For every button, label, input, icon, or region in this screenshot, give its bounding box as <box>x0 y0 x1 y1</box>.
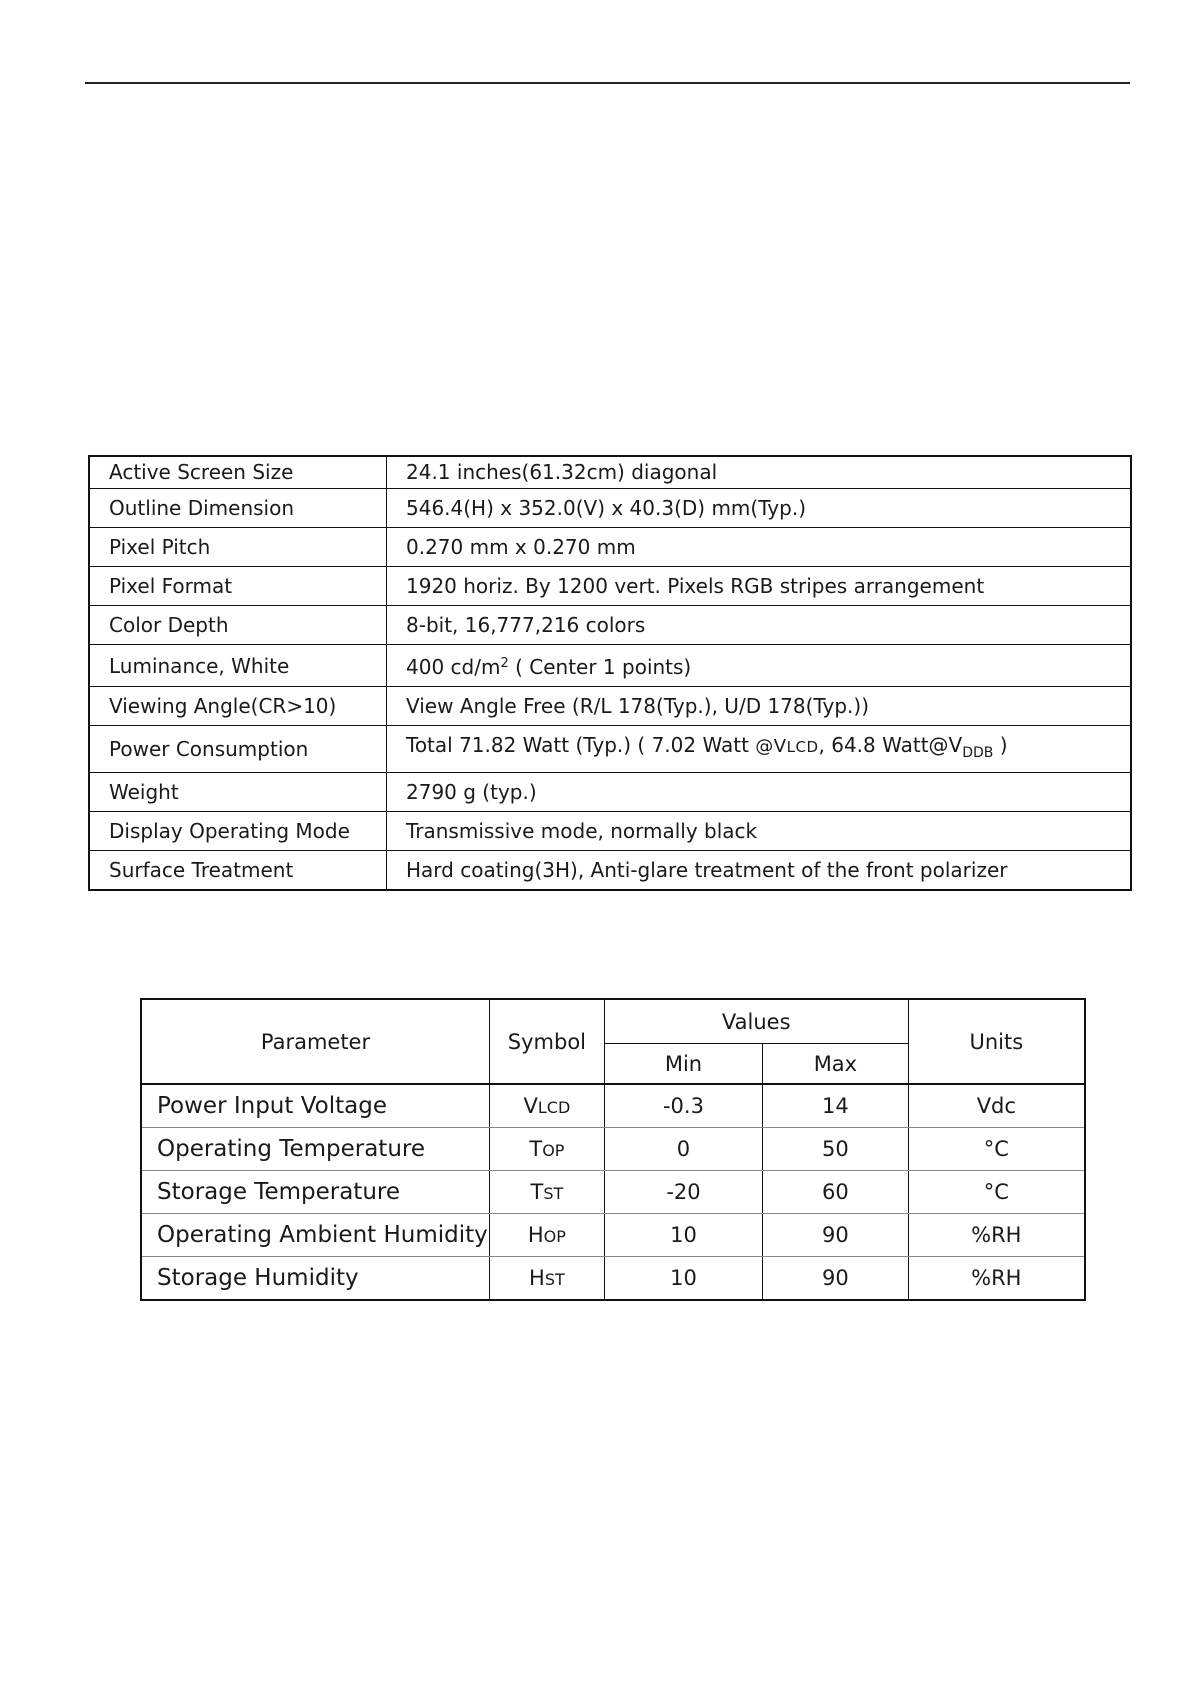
table-row <box>89 489 1131 528</box>
superscript: 2 <box>500 656 509 671</box>
spec-value: 2790 g (typ.) <box>387 773 1132 812</box>
value-text: @V <box>755 736 787 757</box>
spec-value: 546.4(H) x 352.0(V) x 40.3(D) mm(Typ.) <box>387 489 1132 528</box>
rating-max: 90 <box>763 1214 908 1257</box>
rating-units: Vdc <box>908 1084 1085 1128</box>
table-row <box>89 851 1131 891</box>
spec-value <box>387 645 1132 687</box>
rating-symbol <box>490 1084 605 1128</box>
table-row <box>141 1128 1085 1171</box>
symbol-main: H <box>529 1266 545 1290</box>
table-row <box>141 1214 1085 1257</box>
symbol-main: H <box>527 1223 544 1247</box>
table-row <box>89 528 1131 567</box>
rating-max: 60 <box>763 1171 908 1214</box>
value-text: ( Center 1 points) <box>508 655 692 679</box>
symbol-sub: OP <box>542 1141 565 1160</box>
spec-value: 24.1 inches(61.32cm) diagonal <box>387 456 1132 489</box>
header-min: Min <box>604 1044 762 1085</box>
table-row <box>89 687 1131 726</box>
header-parameter: Parameter <box>141 999 490 1084</box>
symbol-sub: LCD <box>537 1098 571 1117</box>
rating-units: %RH <box>908 1257 1085 1301</box>
spec-value: 0.270 mm x 0.270 mm <box>387 528 1132 567</box>
rating-units: °C <box>908 1128 1085 1171</box>
value-text: Total 71.82 Watt (Typ.) ( 7.02 Watt <box>406 733 756 757</box>
header-units: Units <box>908 999 1085 1084</box>
rating-max: 50 <box>763 1128 908 1171</box>
spec-label: Pixel Format <box>89 567 387 606</box>
spec-value: View Angle Free (R/L 178(Typ.), U/D 178(Typ.)) <box>387 687 1132 726</box>
spec-label: Luminance, White <box>89 645 387 687</box>
symbol-main: V <box>523 1094 538 1118</box>
symbol-sub: ST <box>543 1184 564 1203</box>
rating-symbol <box>490 1128 605 1171</box>
value-text: LCD <box>786 738 819 756</box>
rating-parameter: Power Input Voltage <box>141 1084 490 1128</box>
table-row <box>141 1084 1085 1128</box>
rating-min: 0 <box>604 1128 762 1171</box>
rating-symbol <box>490 1214 605 1257</box>
spec-label: Power Consumption <box>89 726 387 773</box>
table-row <box>89 456 1131 489</box>
rating-parameter: Operating Temperature <box>141 1128 490 1171</box>
symbol-sub: OP <box>543 1227 566 1246</box>
value-text: ) <box>993 733 1008 757</box>
header-symbol: Symbol <box>490 999 605 1084</box>
spec-label: Surface Treatment <box>89 851 387 891</box>
spec-value: 1920 horiz. By 1200 vert. Pixels RGB stripes arrangement <box>387 567 1132 606</box>
rating-symbol <box>490 1171 605 1214</box>
rating-min: 10 <box>604 1257 762 1301</box>
rating-max: 14 <box>763 1084 908 1128</box>
table-header-row <box>141 999 1085 1044</box>
table-row <box>89 645 1131 687</box>
table-row <box>89 726 1131 773</box>
spec-label: Weight <box>89 773 387 812</box>
rating-max: 90 <box>763 1257 908 1301</box>
specifications-table <box>88 455 1132 891</box>
rating-units: %RH <box>908 1214 1085 1257</box>
rating-parameter: Storage Temperature <box>141 1171 490 1214</box>
value-text: 400 cd/m <box>406 655 501 679</box>
table-row <box>141 1257 1085 1301</box>
spec-value: Transmissive mode, normally black <box>387 812 1132 851</box>
table-row <box>89 812 1131 851</box>
spec-label: Outline Dimension <box>89 489 387 528</box>
header-values: Values <box>604 999 908 1044</box>
spec-label: Active Screen Size <box>89 456 387 489</box>
table-row <box>141 1171 1085 1214</box>
rating-min: -20 <box>604 1171 762 1214</box>
spec-value: Hard coating(3H), Anti-glare treatment of the front polarizer <box>387 851 1132 891</box>
rating-parameter: Operating Ambient Humidity <box>141 1214 490 1257</box>
spec-value: 8-bit, 16,777,216 colors <box>387 606 1132 645</box>
header-max: Max <box>763 1044 908 1085</box>
spec-label: Viewing Angle(CR>10) <box>89 687 387 726</box>
spec-label: Pixel Pitch <box>89 528 387 567</box>
spec-value <box>387 726 1132 773</box>
table-row <box>89 567 1131 606</box>
rating-parameter: Storage Humidity <box>141 1257 490 1301</box>
symbol-main: T <box>529 1137 543 1161</box>
rating-units: °C <box>908 1171 1085 1214</box>
header-rule <box>85 82 1130 84</box>
rating-symbol <box>490 1257 605 1301</box>
rating-min: 10 <box>604 1214 762 1257</box>
symbol-sub: ST <box>544 1270 565 1289</box>
value-text: , 64.8 Watt@V <box>818 733 963 757</box>
subscript: DDB <box>962 745 994 761</box>
spec-label: Display Operating Mode <box>89 812 387 851</box>
spec-label: Color Depth <box>89 606 387 645</box>
symbol-main: T <box>530 1180 544 1204</box>
absolute-ratings-table <box>140 998 1086 1301</box>
rating-min: -0.3 <box>604 1084 762 1128</box>
table-row <box>89 606 1131 645</box>
table-row <box>89 773 1131 812</box>
